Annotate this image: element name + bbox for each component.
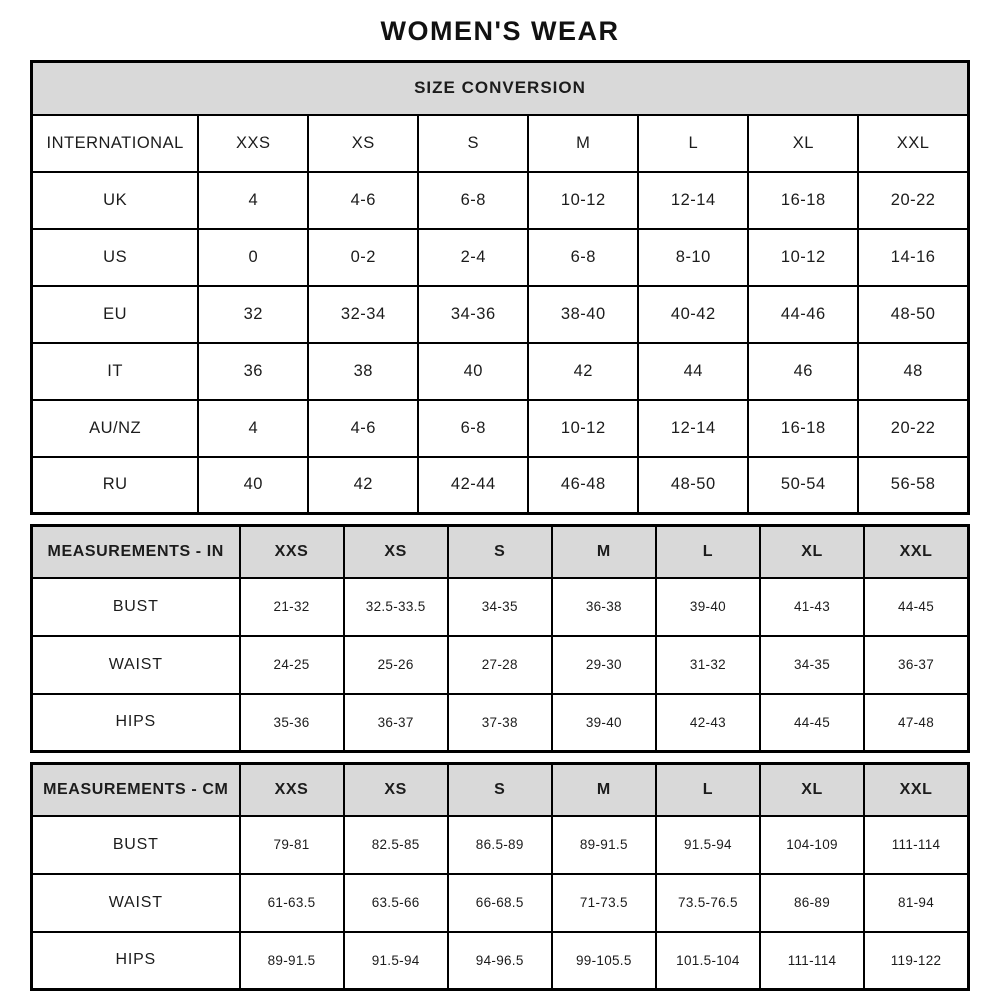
value-cell: 44 (638, 343, 748, 400)
size-column-header: XS (344, 526, 448, 578)
value-cell: 34-35 (760, 636, 864, 694)
header-row (32, 764, 969, 816)
column-header: XXS (198, 115, 308, 172)
value-cell: 79-81 (240, 816, 344, 874)
section-header-row (32, 62, 969, 115)
table-row (32, 400, 969, 457)
table-row (32, 457, 969, 514)
value-cell: 111-114 (760, 932, 864, 990)
table-row (32, 816, 969, 874)
value-cell: 0 (198, 229, 308, 286)
row-label: HIPS (32, 694, 240, 752)
row-label: UK (32, 172, 199, 229)
value-cell: 42 (308, 457, 418, 514)
value-cell: 4 (198, 172, 308, 229)
value-cell: 94-96.5 (448, 932, 552, 990)
value-cell: 36-37 (344, 694, 448, 752)
size-column-header: L (656, 526, 760, 578)
value-cell: 38-40 (528, 286, 638, 343)
size-column-header: XXS (240, 764, 344, 816)
value-cell: 10-12 (748, 229, 858, 286)
size-conversion-table (30, 60, 970, 515)
value-cell: 44-45 (864, 578, 968, 636)
value-cell: 4-6 (308, 172, 418, 229)
value-cell: 111-114 (864, 816, 968, 874)
measurements-in-table (30, 524, 970, 753)
value-cell: 48-50 (858, 286, 968, 343)
value-cell: 40 (198, 457, 308, 514)
value-cell: 21-32 (240, 578, 344, 636)
size-column-header: S (448, 764, 552, 816)
column-header: INTERNATIONAL (32, 115, 199, 172)
size-column-header: M (552, 526, 656, 578)
value-cell: 20-22 (858, 172, 968, 229)
value-cell: 46-48 (528, 457, 638, 514)
value-cell: 24-25 (240, 636, 344, 694)
value-cell: 12-14 (638, 400, 748, 457)
value-cell: 6-8 (418, 172, 528, 229)
value-cell: 31-32 (656, 636, 760, 694)
column-header: M (528, 115, 638, 172)
measurements-in-header: MEASUREMENTS - IN (32, 526, 240, 578)
value-cell: 34-36 (418, 286, 528, 343)
table-row (32, 932, 969, 990)
size-column-header: XXS (240, 526, 344, 578)
value-cell: 12-14 (638, 172, 748, 229)
column-header: L (638, 115, 748, 172)
value-cell: 32.5-33.5 (344, 578, 448, 636)
value-cell: 73.5-76.5 (656, 874, 760, 932)
table-row (32, 636, 969, 694)
value-cell: 50-54 (748, 457, 858, 514)
value-cell: 99-105.5 (552, 932, 656, 990)
size-column-header: XXL (864, 526, 968, 578)
value-cell: 36-38 (552, 578, 656, 636)
value-cell: 6-8 (418, 400, 528, 457)
value-cell: 2-4 (418, 229, 528, 286)
value-cell: 37-38 (448, 694, 552, 752)
value-cell: 89-91.5 (240, 932, 344, 990)
value-cell: 47-48 (864, 694, 968, 752)
size-column-header: XL (760, 526, 864, 578)
value-cell: 61-63.5 (240, 874, 344, 932)
value-cell: 4-6 (308, 400, 418, 457)
size-conversion-header: SIZE CONVERSION (32, 62, 969, 115)
value-cell: 10-12 (528, 400, 638, 457)
row-label: US (32, 229, 199, 286)
value-cell: 48 (858, 343, 968, 400)
value-cell: 25-26 (344, 636, 448, 694)
value-cell: 20-22 (858, 400, 968, 457)
value-cell: 63.5-66 (344, 874, 448, 932)
value-cell: 42 (528, 343, 638, 400)
value-cell: 104-109 (760, 816, 864, 874)
value-cell: 101.5-104 (656, 932, 760, 990)
value-cell: 39-40 (552, 694, 656, 752)
row-label: EU (32, 286, 199, 343)
value-cell: 0-2 (308, 229, 418, 286)
size-column-header: L (656, 764, 760, 816)
value-cell: 91.5-94 (656, 816, 760, 874)
value-cell: 44-46 (748, 286, 858, 343)
value-cell: 56-58 (858, 457, 968, 514)
size-column-header: XL (760, 764, 864, 816)
value-cell: 36 (198, 343, 308, 400)
table-row (32, 286, 969, 343)
value-cell: 44-45 (760, 694, 864, 752)
table-row (32, 874, 969, 932)
value-cell: 41-43 (760, 578, 864, 636)
value-cell: 66-68.5 (448, 874, 552, 932)
value-cell: 32 (198, 286, 308, 343)
column-header: S (418, 115, 528, 172)
page-title: WOMEN'S WEAR (380, 16, 620, 46)
value-cell: 27-28 (448, 636, 552, 694)
value-cell: 40 (418, 343, 528, 400)
value-cell: 46 (748, 343, 858, 400)
value-cell: 119-122 (864, 932, 968, 990)
row-label: BUST (32, 816, 240, 874)
value-cell: 42-43 (656, 694, 760, 752)
table-row (32, 343, 969, 400)
size-column-header: XXL (864, 764, 968, 816)
value-cell: 38 (308, 343, 418, 400)
value-cell: 14-16 (858, 229, 968, 286)
value-cell: 82.5-85 (344, 816, 448, 874)
value-cell: 39-40 (656, 578, 760, 636)
value-cell: 32-34 (308, 286, 418, 343)
value-cell: 89-91.5 (552, 816, 656, 874)
measurements-cm-header: MEASUREMENTS - CM (32, 764, 240, 816)
table-row (32, 578, 969, 636)
table-row (32, 172, 969, 229)
value-cell: 81-94 (864, 874, 968, 932)
table-row (32, 694, 969, 752)
value-cell: 36-37 (864, 636, 968, 694)
value-cell: 16-18 (748, 400, 858, 457)
header-row (32, 526, 969, 578)
row-label: WAIST (32, 874, 240, 932)
value-cell: 29-30 (552, 636, 656, 694)
value-cell: 16-18 (748, 172, 858, 229)
column-header: XXL (858, 115, 968, 172)
row-label: WAIST (32, 636, 240, 694)
row-label: RU (32, 457, 199, 514)
measurements-cm-table (30, 762, 970, 991)
value-cell: 86.5-89 (448, 816, 552, 874)
value-cell: 40-42 (638, 286, 748, 343)
value-cell: 86-89 (760, 874, 864, 932)
size-column-header: M (552, 764, 656, 816)
value-cell: 4 (198, 400, 308, 457)
value-cell: 34-35 (448, 578, 552, 636)
value-cell: 91.5-94 (344, 932, 448, 990)
value-cell: 35-36 (240, 694, 344, 752)
column-header: XS (308, 115, 418, 172)
row-label: BUST (32, 578, 240, 636)
column-header: XL (748, 115, 858, 172)
value-cell: 10-12 (528, 172, 638, 229)
row-label: HIPS (32, 932, 240, 990)
size-column-header: S (448, 526, 552, 578)
value-cell: 71-73.5 (552, 874, 656, 932)
table-row (32, 229, 969, 286)
value-cell: 42-44 (418, 457, 528, 514)
value-cell: 6-8 (528, 229, 638, 286)
column-header-row (32, 115, 969, 172)
value-cell: 48-50 (638, 457, 748, 514)
value-cell: 8-10 (638, 229, 748, 286)
row-label: AU/NZ (32, 400, 199, 457)
row-label: IT (32, 343, 199, 400)
size-column-header: XS (344, 764, 448, 816)
